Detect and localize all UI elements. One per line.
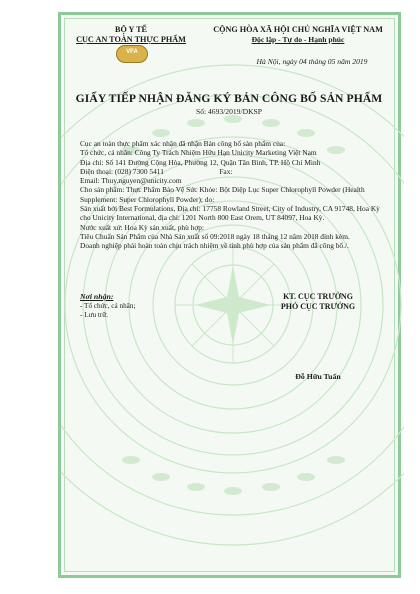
body-line: Tổ chức, cá nhân: Công Ty Trách Nhiệm Hữu Hạn Unicity Marketing Việt Nam	[80, 148, 317, 158]
body-line: Điện thoại: (028) 7300 5411 Fax:	[80, 166, 233, 176]
body-line: Doanh nghiệp phải hoàn toàn chịu trách nhiệm về tính phù hợp của sản phẩm đã công bố./.	[80, 241, 349, 251]
signature-title: KT. CỤC TRƯỞNG	[283, 292, 353, 301]
body-line: Cục an toàn thực phẩm xác nhận đã nhận Bản công bố sản phẩm của:	[80, 139, 286, 148]
issuer-header	[61, 25, 201, 45]
issue-date: Hà Nội, ngày 04 tháng 05 năm 2019	[256, 57, 368, 66]
document-body	[80, 139, 392, 251]
signature-subtitle: PHÓ CỤC TRƯỞNG	[280, 302, 356, 311]
country-name: CỘNG HÒA XÃ HỘI CHỦ NGHĨA VIỆT NAM	[213, 25, 383, 34]
recipients-list	[80, 302, 135, 320]
ministry-name: BỘ Y TẾ	[114, 25, 147, 34]
recipient-item: - Lưu trữ.	[80, 311, 108, 319]
signer-name: Đỗ Hữu Tuấn	[295, 372, 341, 381]
signature-block	[250, 292, 386, 312]
national-header	[200, 25, 396, 45]
logo-text: VFA	[126, 49, 138, 55]
body-line: Cho sản phẩm: Thực Phẩm Bảo Vệ Sức Khỏe: Bột Diệp Lục Super Chlorophyll Powder (Health Supplement: Super Chlorophyll Powder); do:	[80, 185, 365, 204]
body-line: Nước xuất xứ: Hoa Kỳ sản xuất, phù hợp:	[80, 222, 204, 232]
national-motto: Độc lập - Tự do - Hạnh phúc	[251, 35, 345, 44]
document-number: Số: 4693/2019/DKSP	[195, 107, 263, 116]
vfa-logo	[116, 45, 148, 63]
body-line: Sản xuất bởi Best Formulations, Địa chỉ: 17758 Rowland Street, City of Industry, CA 91748, Hoa Kỳ cho Unicity International, địa chỉ: 1201 North 800 East Orem, UT 84097, Hoa Kỳ.	[80, 204, 380, 223]
document-title: GIẤY TIẾP NHẬN ĐĂNG KÝ BẢN CÔNG BỐ SẢN PHẨM	[75, 92, 383, 105]
recipients-title: Nơi nhận:	[80, 292, 114, 301]
recipient-item: - Tổ chức, cá nhân;	[80, 302, 136, 310]
agency-name: CỤC AN TOÀN THỰC PHẨM	[76, 35, 186, 44]
body-line: Tiêu Chuẩn Sản Phẩm của Nhà Sản xuất số 09:2018 ngày 18 tháng 12 năm 2018 đính kèm.	[80, 231, 350, 241]
body-line: Địa chỉ: Số 141 Đường Cộng Hòa, Phường 12, Quận Tân Bình, TP. Hồ Chí Minh	[80, 157, 321, 167]
body-line: Email: Thuy.nguyen@unicity.com	[80, 176, 182, 186]
